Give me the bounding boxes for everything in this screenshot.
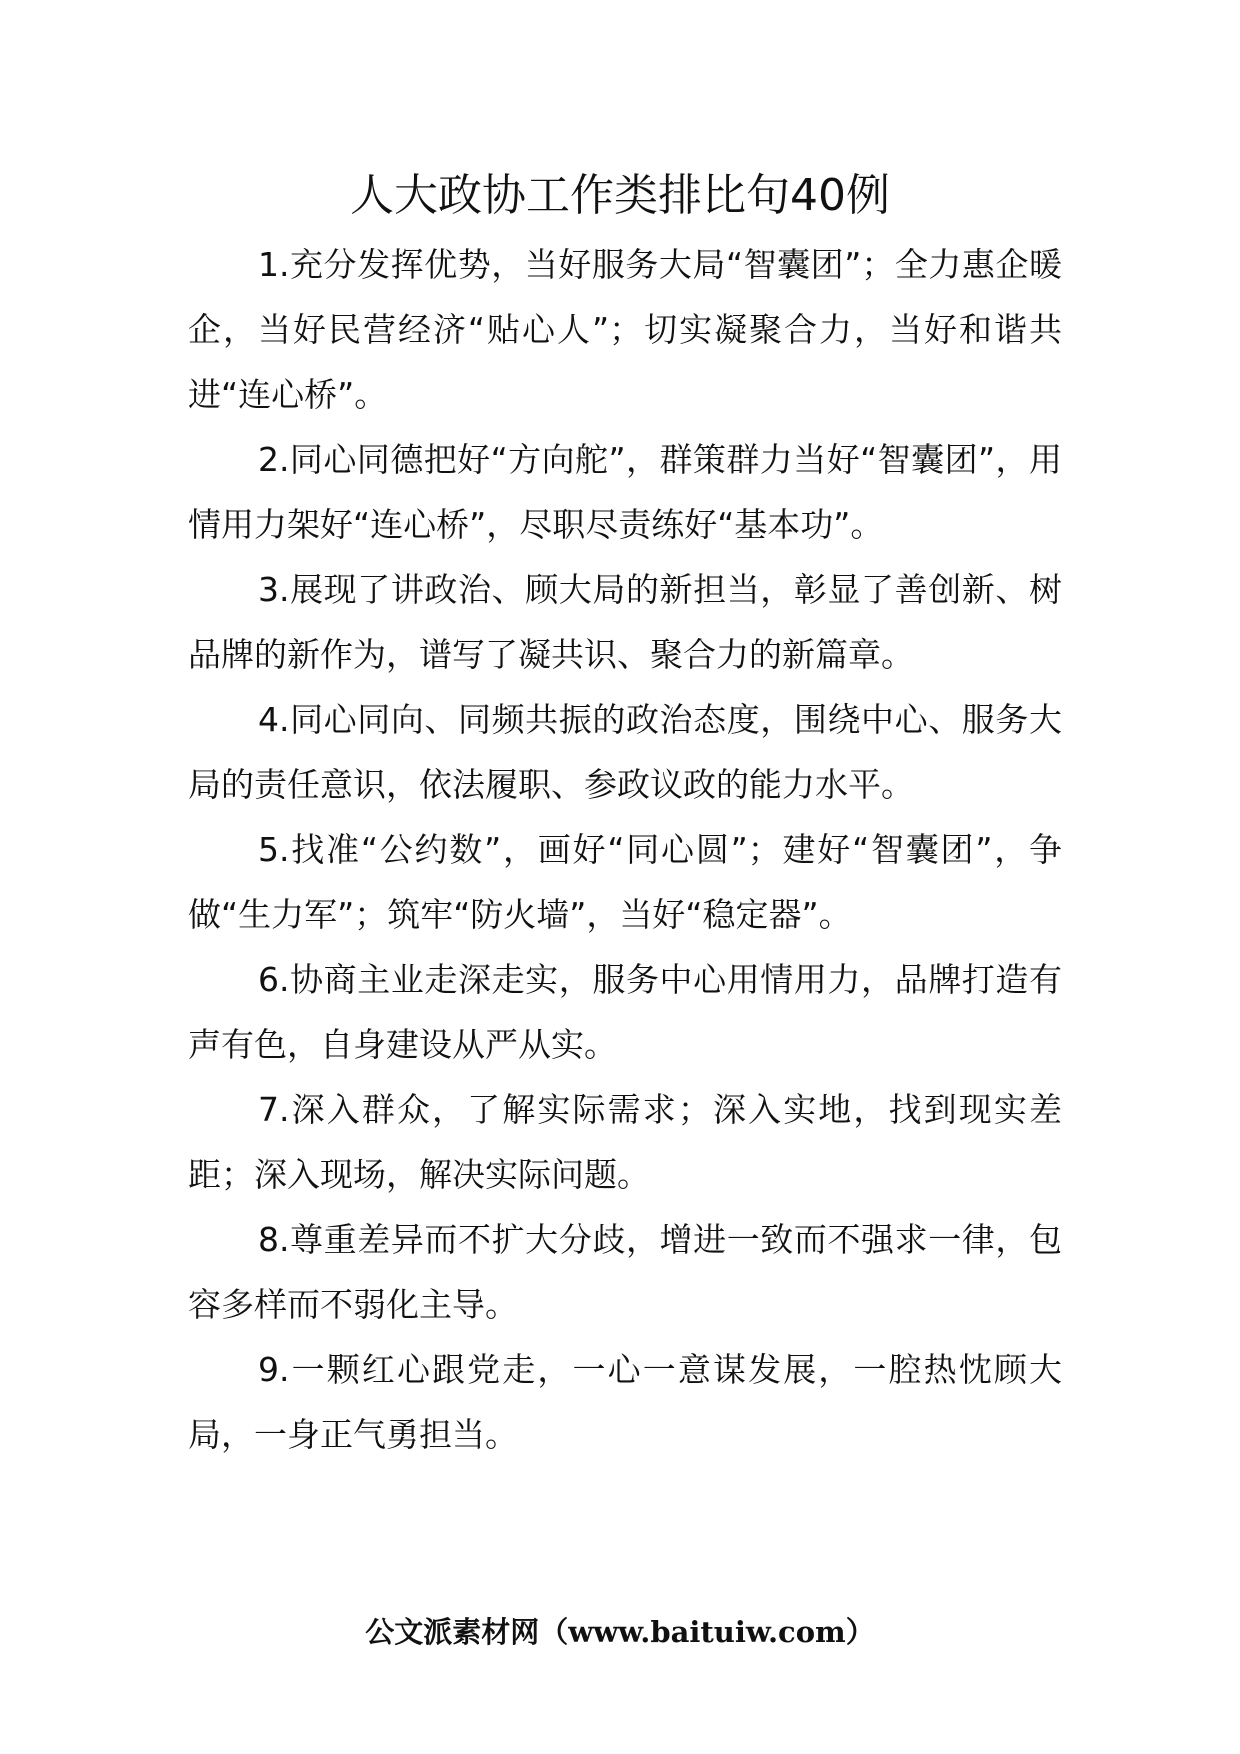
- footer-source: 公文派素材网（www.baituiw.com）: [365, 1615, 875, 1649]
- paragraph-5: 5.找准“公约数”，画好“同心圆”；建好“智囊团”，争做“生力军”；筑牢“防火墙”，当好“稳定器”。: [188, 830, 1062, 934]
- page-title: 人大政协工作类排比句40例: [350, 170, 890, 221]
- paragraph-7: 7.深入群众，了解实际需求；深入实地，找到现实差距；深入现场，解决实际问题。: [188, 1090, 1062, 1194]
- paragraph-3: 3.展现了讲政治、顾大局的新担当，彰显了善创新、树品牌的新作为，谱写了凝共识、聚合力的新篇章。: [188, 570, 1062, 674]
- paragraph-8: 8.尊重差异而不扩大分歧，增进一致而不强求一律，包容多样而不弱化主导。: [188, 1220, 1062, 1324]
- paragraph-9: 9.一颗红心跟党走，一心一意谋发展，一腔热忱顾大局，一身正气勇担当。: [188, 1350, 1062, 1454]
- paragraph-6: 6.协商主业走深走实，服务中心用情用力，品牌打造有声有色，自身建设从严从实。: [188, 960, 1062, 1064]
- paragraph-1: 1.充分发挥优势，当好服务大局“智囊团”；全力惠企暖企，当好民营经济“贴心人”；切实凝聚合力，当好和谐共进“连心桥”。: [188, 245, 1062, 414]
- document-body: [188, 232, 1062, 1467]
- paragraph-2: 2.同心同德把好“方向舵”，群策群力当好“智囊团”，用情用力架好“连心桥”，尽职尽责练好“基本功”。: [188, 440, 1062, 544]
- paragraph-4: 4.同心同向、同频共振的政治态度，围绕中心、服务大局的责任意识，依法履职、参政议政的能力水平。: [188, 700, 1062, 804]
